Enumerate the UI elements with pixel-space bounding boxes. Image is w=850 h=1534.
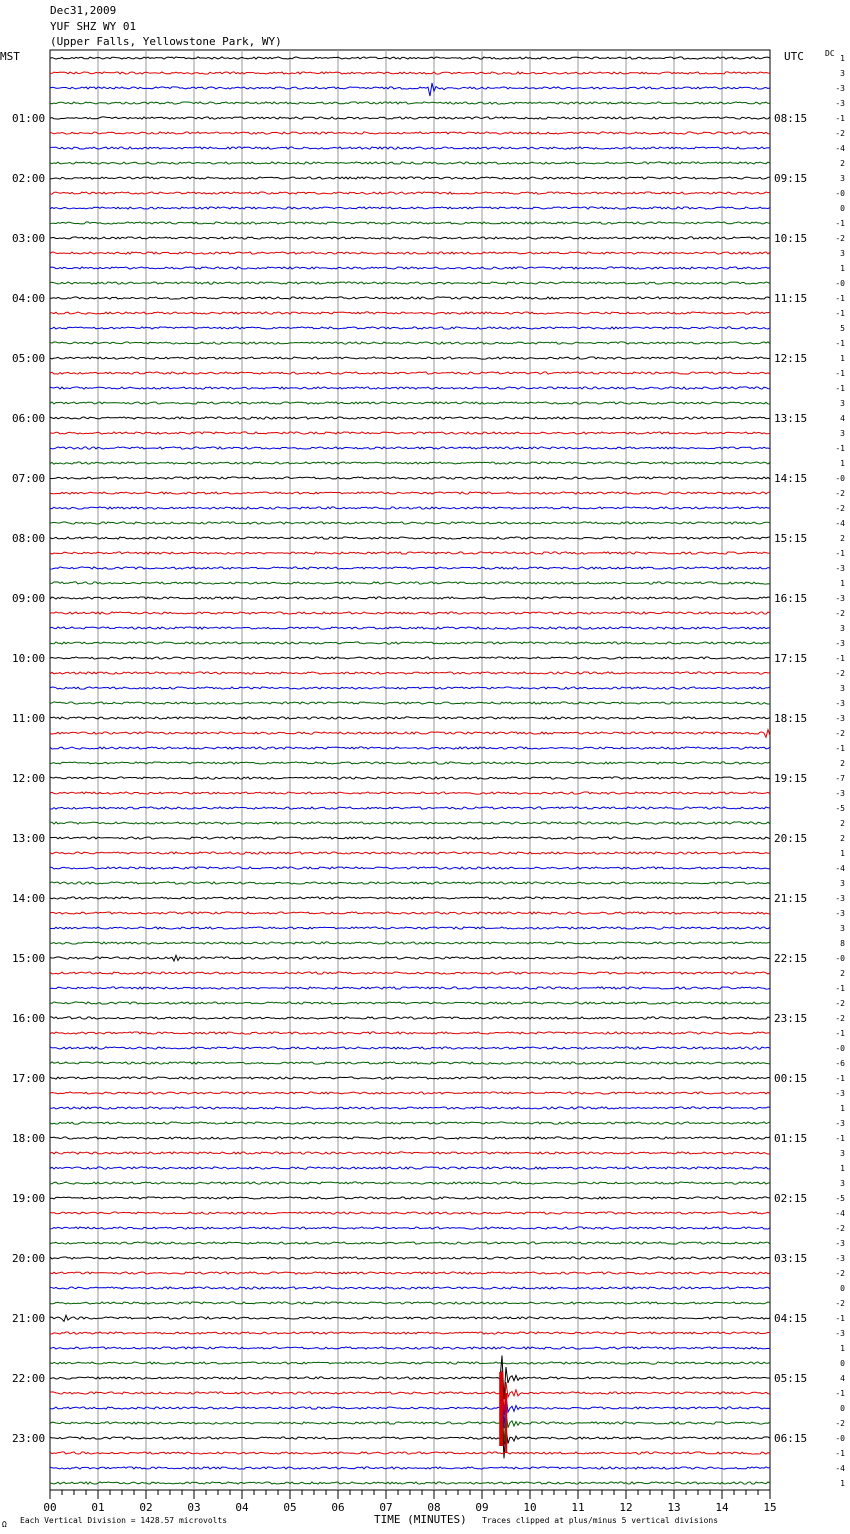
dc-offset-value: 1 — [840, 1479, 845, 1488]
dc-offset-value: -2 — [835, 669, 845, 678]
trace-group — [50, 57, 770, 1484]
dc-offset-value: 1 — [840, 579, 845, 588]
trace-62 — [50, 987, 770, 989]
dc-label: DC — [825, 49, 835, 58]
dc-offset-value: 2 — [840, 534, 845, 543]
dc-offset-value: 3 — [840, 1149, 845, 1158]
trace-74 — [50, 1167, 770, 1169]
trace-32 — [50, 537, 770, 539]
dc-offset-value: -7 — [835, 774, 845, 783]
trace-21 — [50, 372, 770, 374]
x-tick-label: 04 — [235, 1501, 249, 1514]
dc-offset-value: -1 — [835, 1029, 845, 1038]
x-tick-label: 10 — [523, 1501, 537, 1514]
x-tick-label: 07 — [379, 1501, 393, 1514]
trace-18 — [50, 327, 770, 329]
trace-71 — [50, 1122, 770, 1124]
trace-14 — [50, 267, 770, 269]
dc-offset-value: -3 — [835, 1239, 845, 1248]
trace-87 — [50, 1362, 770, 1364]
trace-34 — [50, 567, 770, 569]
dc-offset-value: 1 — [840, 1104, 845, 1113]
mst-hour-label: 19:00 — [12, 1192, 46, 1205]
trace-30 — [50, 507, 770, 509]
dc-offset-value: -2 — [835, 1419, 845, 1428]
trace-2 — [50, 83, 770, 96]
mst-hour-label: 12:00 — [12, 772, 46, 785]
trace-81 — [50, 1272, 770, 1274]
plot-date: Dec31,2009 — [50, 4, 117, 17]
dc-offset-value: -2 — [835, 999, 845, 1008]
dc-offset-value: -1 — [835, 369, 845, 378]
dc-offset-value: -1 — [835, 984, 845, 993]
utc-hour-label: 11:15 — [774, 292, 808, 305]
trace-38 — [50, 627, 770, 629]
trace-93 — [50, 1452, 770, 1454]
utc-hour-label: 14:15 — [774, 472, 808, 485]
dc-offset-value: -4 — [835, 864, 845, 873]
trace-51 — [50, 822, 770, 824]
utc-hour-label: 06:15 — [774, 1432, 808, 1445]
trace-65 — [50, 1032, 770, 1034]
mst-hour-label: 16:00 — [12, 1012, 46, 1025]
mst-hour-label: 20:00 — [12, 1252, 46, 1265]
trace-37 — [50, 612, 770, 614]
scale-note: Each Vertical Division = 1428.57 microvolts — [20, 1516, 228, 1525]
x-tick-label: 03 — [187, 1501, 201, 1514]
dc-offset-value: 3 — [840, 684, 845, 693]
x-axis-title: TIME (MINUTES) — [374, 1513, 467, 1526]
dc-offset-value: -3 — [835, 564, 845, 573]
trace-57 — [50, 912, 770, 914]
trace-72 — [50, 1137, 770, 1139]
dc-offset-value: -3 — [835, 639, 845, 648]
trace-59 — [50, 942, 770, 944]
dc-offset-value: 2 — [840, 969, 845, 978]
station-location: (Upper Falls, Yellowstone Park, WY) — [50, 35, 282, 48]
dc-offset-value: 1 — [840, 354, 845, 363]
mst-hour-label: 09:00 — [12, 592, 46, 605]
dc-offset-value: -1 — [835, 1314, 845, 1323]
trace-36 — [50, 597, 770, 599]
x-tick-label: 06 — [331, 1501, 345, 1514]
trace-50 — [50, 807, 770, 809]
dc-offset-value: -1 — [835, 744, 845, 753]
dc-offset-value: -0 — [835, 474, 845, 483]
trace-73 — [50, 1152, 770, 1154]
x-tick-label: 14 — [715, 1501, 729, 1514]
dc-offset-value: -3 — [835, 699, 845, 708]
dc-offset-value: -2 — [835, 234, 845, 243]
dc-offset-value: 1 — [840, 264, 845, 273]
dc-offset-value: -3 — [835, 894, 845, 903]
trace-40 — [50, 657, 770, 659]
utc-hour-label: 05:15 — [774, 1372, 808, 1385]
dc-offset-value: -0 — [835, 189, 845, 198]
dc-offset-value: -3 — [835, 594, 845, 603]
utc-hour-label: 17:15 — [774, 652, 808, 665]
dc-offset-value: 0 — [840, 1284, 845, 1293]
dc-offset-value: -0 — [835, 1044, 845, 1053]
trace-3 — [50, 102, 770, 104]
x-tick-label: 15 — [763, 1501, 777, 1514]
dc-offset-value: -3 — [835, 99, 845, 108]
trace-16 — [50, 297, 770, 299]
dc-offset-value: -1 — [835, 654, 845, 663]
mst-hour-label: 23:00 — [12, 1432, 46, 1445]
trace-79 — [50, 1242, 770, 1244]
trace-24 — [50, 417, 770, 419]
utc-hour-label: 16:15 — [774, 592, 808, 605]
dc-offset-value: -1 — [835, 339, 845, 348]
trace-22 — [50, 387, 770, 389]
utc-hour-label: 23:15 — [774, 1012, 808, 1025]
dc-offset-value: -3 — [835, 1119, 845, 1128]
trace-60 — [50, 955, 770, 961]
trace-9 — [50, 192, 770, 194]
dc-offset-value: -2 — [835, 489, 845, 498]
dc-offset-value: 0 — [840, 204, 845, 213]
trace-43 — [50, 702, 770, 704]
mst-label: MST — [0, 50, 20, 63]
trace-12 — [50, 237, 770, 239]
dc-offset-value: -3 — [835, 84, 845, 93]
trace-28 — [50, 477, 770, 479]
dc-offset-value: -2 — [835, 1224, 845, 1233]
dc-offset-value: -0 — [835, 279, 845, 288]
dc-offset-value: 2 — [840, 759, 845, 768]
dc-offset-value: -2 — [835, 129, 845, 138]
utc-hour-label: 04:15 — [774, 1312, 808, 1325]
trace-70 — [50, 1107, 770, 1109]
trace-26 — [50, 447, 770, 449]
mst-hour-label: 03:00 — [12, 232, 46, 245]
dc-offset-value: 3 — [840, 429, 845, 438]
dc-offset-value: -0 — [835, 954, 845, 963]
dc-offset-value: 1 — [840, 459, 845, 468]
trace-48 — [50, 777, 770, 779]
trace-41 — [50, 672, 770, 674]
trace-13 — [50, 252, 770, 254]
mst-hour-label: 11:00 — [12, 712, 46, 725]
mst-hour-label: 04:00 — [12, 292, 46, 305]
mst-hour-label: 18:00 — [12, 1132, 46, 1145]
dc-offset-value: -3 — [835, 1089, 845, 1098]
dc-offset-value: -1 — [835, 549, 845, 558]
utc-hour-label: 10:15 — [774, 232, 808, 245]
x-tick-label: 13 — [667, 1501, 681, 1514]
dc-offset-value: -4 — [835, 144, 845, 153]
dc-offset-value: -1 — [835, 384, 845, 393]
trace-66 — [50, 1047, 770, 1049]
trace-29 — [50, 492, 770, 494]
trace-86 — [50, 1347, 770, 1349]
utc-hour-label: 02:15 — [774, 1192, 808, 1205]
trace-52 — [50, 837, 770, 839]
x-tick-label: 09 — [475, 1501, 489, 1514]
dc-offset-value: 2 — [840, 159, 845, 168]
mst-hour-label: 15:00 — [12, 952, 46, 965]
trace-67 — [50, 1062, 770, 1064]
trace-5 — [50, 132, 770, 134]
trace-68 — [50, 1077, 770, 1079]
dc-offset-value: 2 — [840, 834, 845, 843]
trace-61 — [50, 972, 770, 974]
dc-offset-value: 0 — [840, 1359, 845, 1368]
x-tick-label: 01 — [91, 1501, 105, 1514]
mst-hour-label: 08:00 — [12, 532, 46, 545]
dc-offset-value: -1 — [835, 1134, 845, 1143]
dc-offset-value: 2 — [840, 819, 845, 828]
mst-hour-label: 14:00 — [12, 892, 46, 905]
utc-hour-label: 22:15 — [774, 952, 808, 965]
dc-offset-value: -0 — [835, 1434, 845, 1443]
trace-47 — [50, 762, 770, 764]
trace-55 — [50, 882, 770, 884]
mst-hour-label: 10:00 — [12, 652, 46, 665]
dc-offset-value: -2 — [835, 1269, 845, 1278]
dc-offset-value: -1 — [835, 1074, 845, 1083]
trace-27 — [50, 462, 770, 464]
utc-hour-labels — [774, 112, 807, 1445]
trace-4 — [50, 117, 770, 119]
dc-offset-value: -4 — [835, 519, 845, 528]
dc-offset-value: -2 — [835, 1299, 845, 1308]
trace-82 — [50, 1287, 770, 1289]
trace-84 — [50, 1315, 770, 1321]
dc-offset-value: -1 — [835, 1389, 845, 1398]
trace-77 — [50, 1212, 770, 1214]
trace-39 — [50, 642, 770, 644]
trace-1 — [50, 72, 770, 74]
utc-hour-label: 21:15 — [774, 892, 808, 905]
mst-hour-label: 13:00 — [12, 832, 46, 845]
trace-23 — [50, 402, 770, 404]
trace-42 — [50, 687, 770, 689]
trace-17 — [50, 312, 770, 314]
dc-offset-value: -3 — [835, 1254, 845, 1263]
trace-54 — [50, 867, 770, 869]
dc-offset-value: -1 — [835, 1449, 845, 1458]
trace-0 — [50, 57, 770, 59]
dc-offset-value: -2 — [835, 1014, 845, 1023]
dc-offset-value: 4 — [840, 414, 845, 423]
clipped-event — [499, 1372, 503, 1446]
dc-offset-value: -3 — [835, 1329, 845, 1338]
mst-hour-label: 21:00 — [12, 1312, 46, 1325]
x-tick-label: 08 — [427, 1501, 441, 1514]
dc-offset-value: 3 — [840, 399, 845, 408]
dc-offset-value: -4 — [835, 1209, 845, 1218]
dc-offset-value: -2 — [835, 504, 845, 513]
utc-hour-label: 08:15 — [774, 112, 808, 125]
mst-hour-label: 02:00 — [12, 172, 46, 185]
trace-80 — [50, 1257, 770, 1259]
trace-76 — [50, 1197, 770, 1199]
dc-offset-value: 5 — [840, 324, 845, 333]
mst-hour-label: 05:00 — [12, 352, 46, 365]
utc-hour-label: 09:15 — [774, 172, 808, 185]
utc-hour-label: 13:15 — [774, 412, 808, 425]
dc-offset-value: 0 — [840, 1404, 845, 1413]
dc-offset-value: -1 — [835, 309, 845, 318]
dc-offset-value: -3 — [835, 909, 845, 918]
dc-offset-value: -2 — [835, 729, 845, 738]
trace-46 — [50, 747, 770, 749]
trace-8 — [50, 177, 770, 179]
station-code: YUF SHZ WY 01 — [50, 20, 137, 33]
dc-offset-value: -5 — [835, 1194, 845, 1203]
trace-19 — [50, 342, 770, 344]
trace-63 — [50, 1002, 770, 1004]
trace-10 — [50, 207, 770, 209]
trace-75 — [50, 1182, 770, 1184]
dc-offset-value: 1 — [840, 1164, 845, 1173]
dc-offset-value: 3 — [840, 879, 845, 888]
x-tick-label: 05 — [283, 1501, 297, 1514]
mst-hour-label: 22:00 — [12, 1372, 46, 1385]
dc-offset-value: -1 — [835, 114, 845, 123]
trace-56 — [50, 897, 770, 899]
clip-note: Traces clipped at plus/minus 5 vertical divisions — [482, 1516, 719, 1525]
x-tick-label: 00 — [43, 1501, 57, 1514]
utc-hour-label: 00:15 — [774, 1072, 808, 1085]
dc-offset-value: -3 — [835, 789, 845, 798]
dc-offset-value: 3 — [840, 69, 845, 78]
trace-44 — [50, 717, 770, 719]
dc-offset-value: 3 — [840, 174, 845, 183]
utc-hour-label: 03:15 — [774, 1252, 808, 1265]
dc-offset-value: -4 — [835, 1464, 845, 1473]
dc-offset-value: 3 — [840, 249, 845, 258]
trace-33 — [50, 552, 770, 554]
utc-hour-label: 01:15 — [774, 1132, 808, 1145]
utc-hour-label: 20:15 — [774, 832, 808, 845]
dc-offset-value: -1 — [835, 294, 845, 303]
dc-offset-value: 8 — [840, 939, 845, 948]
x-tick-label: 02 — [139, 1501, 153, 1514]
trace-69 — [50, 1092, 770, 1094]
trace-64 — [50, 1017, 770, 1019]
utc-hour-label: 12:15 — [774, 352, 808, 365]
dc-offset-value: 1 — [840, 849, 845, 858]
dc-offset-value: 3 — [840, 624, 845, 633]
mst-hour-label: 07:00 — [12, 472, 46, 485]
trace-45 — [50, 730, 770, 738]
mst-hour-label: 17:00 — [12, 1072, 46, 1085]
utc-hour-label: 15:15 — [774, 532, 808, 545]
mst-hour-label: 06:00 — [12, 412, 46, 425]
utc-label: UTC — [784, 50, 804, 63]
dc-offset-value: 3 — [840, 1179, 845, 1188]
dc-offset-value: -1 — [835, 444, 845, 453]
dc-offset-value: -2 — [835, 609, 845, 618]
trace-35 — [50, 582, 770, 584]
trace-78 — [50, 1227, 770, 1229]
x-tick-label: 11 — [571, 1501, 585, 1514]
utc-hour-label: 18:15 — [774, 712, 808, 725]
trace-31 — [50, 522, 770, 524]
trace-83 — [50, 1302, 770, 1304]
trace-85 — [50, 1332, 770, 1334]
dc-offset-value: 1 — [840, 1344, 845, 1353]
dc-offset-value: -3 — [835, 714, 845, 723]
x-axis-ticks — [43, 1490, 776, 1514]
x-tick-label: 12 — [619, 1501, 633, 1514]
trace-58 — [50, 927, 770, 929]
trace-20 — [50, 357, 770, 359]
trace-94 — [50, 1467, 770, 1469]
trace-15 — [50, 282, 770, 284]
mst-hour-labels — [12, 112, 45, 1445]
utc-hour-label: 19:15 — [774, 772, 808, 785]
trace-7 — [50, 162, 770, 164]
trace-25 — [50, 432, 770, 434]
corner-mark: Ω — [2, 1520, 7, 1529]
trace-6 — [50, 147, 770, 149]
dc-offset-value: 1 — [840, 54, 845, 63]
trace-49 — [50, 792, 770, 794]
trace-11 — [50, 222, 770, 224]
dc-offset-value: 4 — [840, 1374, 845, 1383]
dc-offset-value: -1 — [835, 219, 845, 228]
trace-95 — [50, 1482, 770, 1484]
dc-offset-labels — [835, 54, 845, 1488]
mst-hour-label: 01:00 — [12, 112, 46, 125]
dc-offset-value: 3 — [840, 924, 845, 933]
clipped-event-coda — [505, 1393, 507, 1453]
trace-53 — [50, 852, 770, 854]
dc-offset-value: -5 — [835, 804, 845, 813]
dc-offset-value: -6 — [835, 1059, 845, 1068]
